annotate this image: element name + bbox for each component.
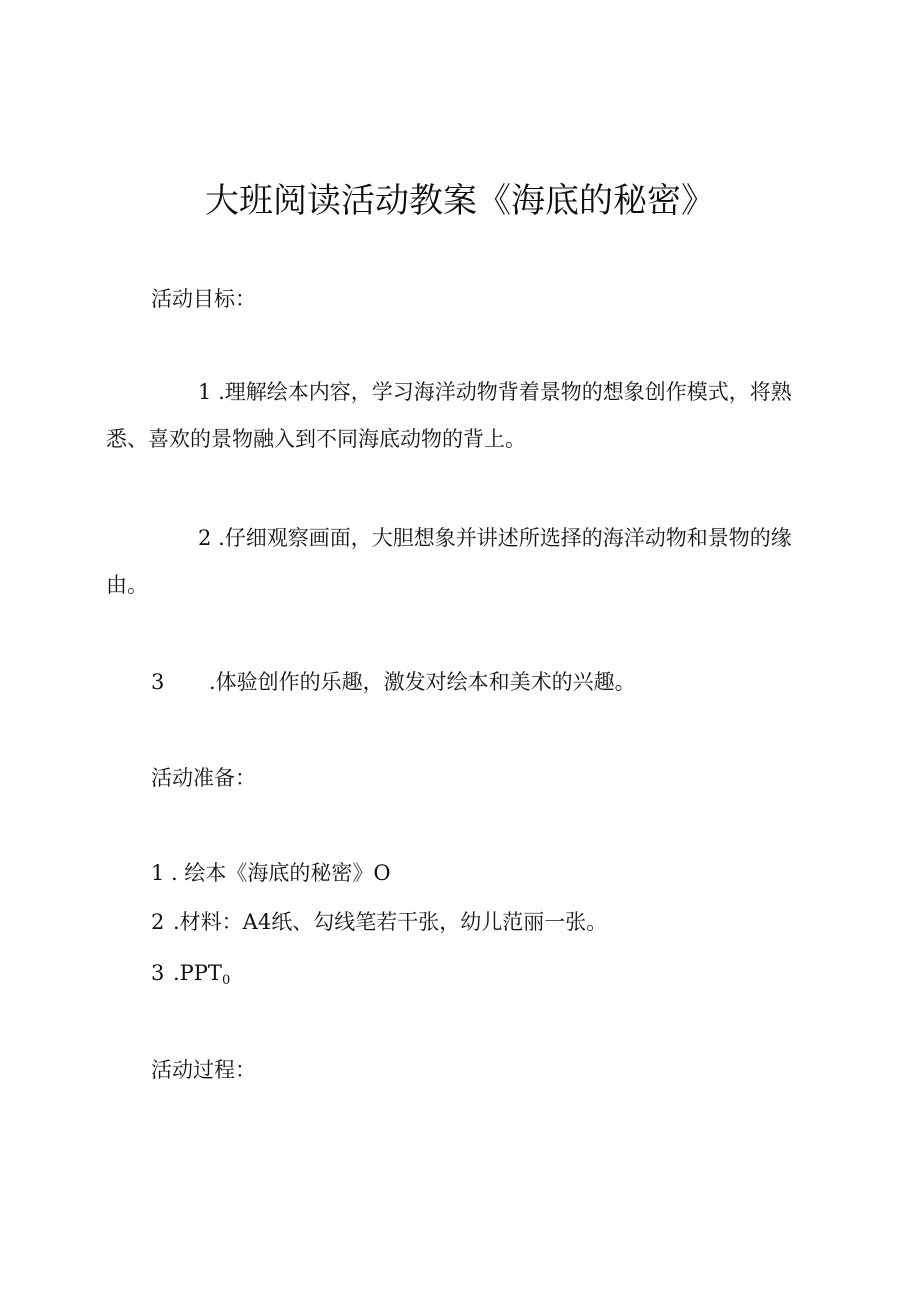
prep-item-2 [151,907,607,937]
prep-item-3-suffix: 0 [221,973,231,988]
prep-item-3 [151,958,230,996]
process-heading: 活动过程： [151,1058,256,1082]
prep-item-1-number: 1 [151,861,165,885]
goal-item-1-number: 1 [198,380,212,404]
document-title: 大班阅读活动教案《海底的秘密》 [205,181,715,221]
goals-heading: 活动目标： [151,287,256,311]
goal-item-1-text: .理解绘本内容，学习海洋动物背着景物的想象创作模式，将熟悉、喜欢的景物融入到不同海底动物的背上。 [106,380,792,451]
prep-item-3-text: .PPT [173,961,222,985]
goal-item-2-text: .仔细观察画面，大胆想象并讲述所选择的海洋动物和景物的缘由。 [106,526,792,597]
goal-item-3-text: .体验创作的乐趣，激发对绘本和美术的兴趣。 [209,670,636,694]
goal-item-2 [106,515,806,609]
goal-item-1 [106,369,806,463]
prep-item-1-text: . 绘本《海底的秘密》O [171,861,391,885]
prep-item-2-number: 2 [151,910,165,934]
goal-item-3-number: 3 [151,670,165,694]
goal-item-2-number: 2 [198,526,212,550]
goal-item-3 [151,667,636,697]
prep-item-2-text: .材料：A4纸、勾线笔若干张，幼儿范丽一张。 [173,910,608,934]
prep-item-3-number: 3 [151,961,165,985]
prep-item-1 [151,858,391,888]
preparation-heading: 活动准备： [151,766,256,790]
